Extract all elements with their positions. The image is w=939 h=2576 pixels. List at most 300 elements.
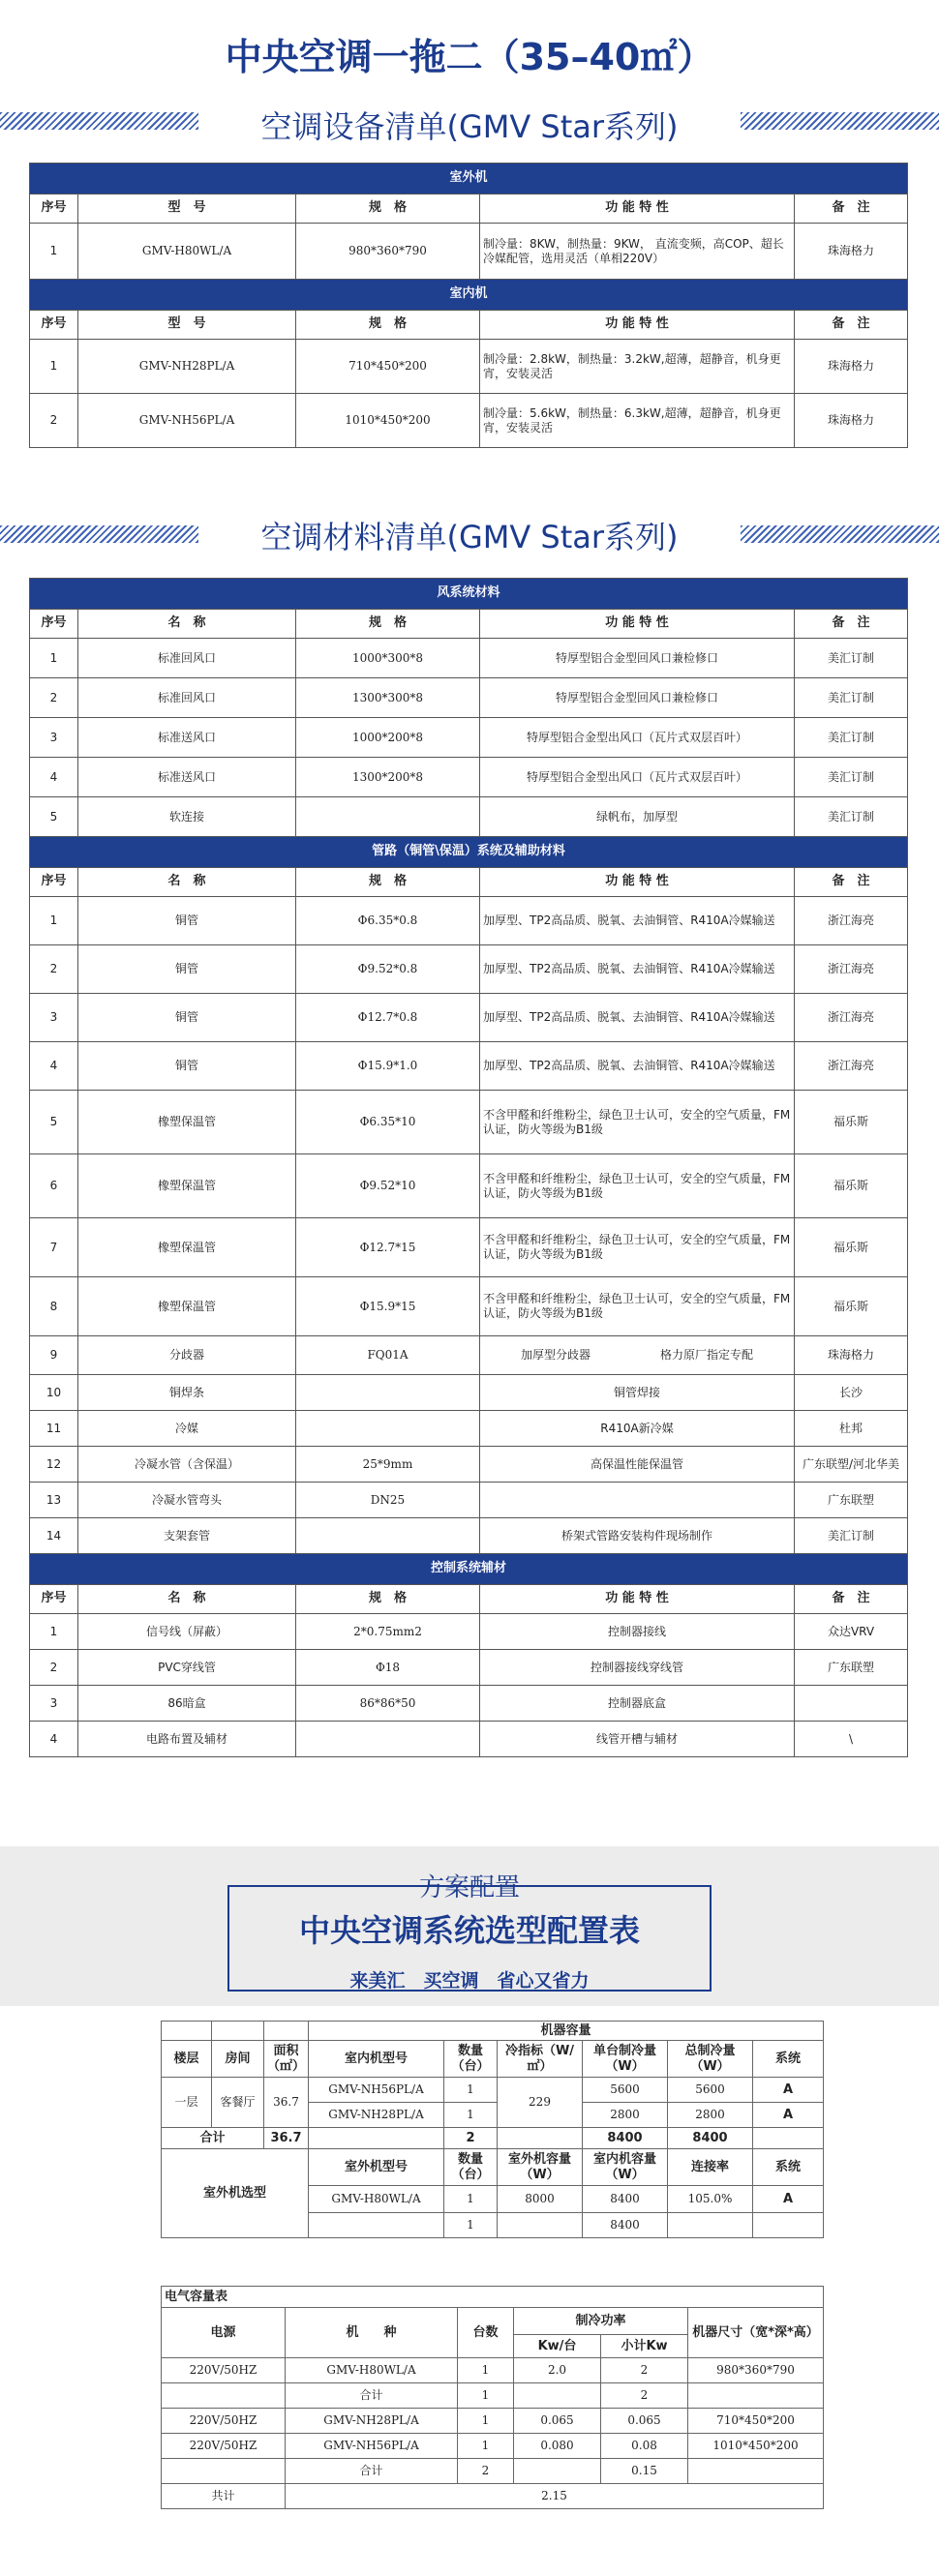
table-cell: 2800 [668, 2103, 753, 2128]
table-cell: 室内机型号 [309, 2041, 444, 2078]
equipment-header-row [30, 311, 908, 340]
table-row [162, 2434, 824, 2459]
table-cell [309, 2213, 444, 2238]
table-cell: 电路布置及辅材 [78, 1722, 296, 1757]
table-cell: 铜管 [78, 945, 296, 994]
table-cell: 不含甲醛和纤维粉尘，绿色卫士认可，安全的空气质量，FM认证，防火等级为B1级 [480, 1218, 795, 1277]
table-row [30, 1277, 908, 1336]
table-cell [514, 2459, 601, 2484]
table-cell: \ [795, 1722, 908, 1757]
table-row [30, 678, 908, 718]
table-cell: 0.15 [601, 2459, 688, 2484]
table-cell: Φ15.9*1.0 [296, 1042, 480, 1091]
table-row [162, 2409, 824, 2434]
table-row [30, 718, 908, 758]
equipment-table [29, 163, 908, 448]
table-row [162, 2078, 824, 2103]
table-cell: 1000*300*8 [296, 639, 480, 678]
table-cell: 1 [444, 2078, 498, 2103]
table-cell: 220V/50HZ [162, 2409, 286, 2434]
table-row [30, 1042, 908, 1091]
table-cell: 1 [30, 639, 78, 678]
banner-title: 中央空调系统选型配置表 [298, 1912, 640, 1949]
table-cell: 信号线（屏蔽） [78, 1614, 296, 1650]
table-cell: 福乐斯 [795, 1277, 908, 1336]
table-cell: 2 [444, 2128, 498, 2149]
table-cell: 0.080 [514, 2434, 601, 2459]
table-row [162, 2128, 824, 2149]
table-cell: 系统 [753, 2149, 824, 2186]
table-cell [498, 2128, 583, 2149]
table-cell: 2 [30, 1650, 78, 1686]
table-cell: 电源 [162, 2308, 286, 2358]
table-cell: 规 格 [296, 868, 480, 897]
table-cell: A [753, 2103, 824, 2128]
table-cell: 控制器接线穿线管 [480, 1650, 795, 1686]
table-row [30, 1336, 908, 1375]
table-cell: 制冷量：2.8kW，制热量：3.2kW,超薄，超静音，机身更宵，安装灵活 [480, 340, 795, 394]
table-cell: 浙江海亮 [795, 994, 908, 1042]
table-cell: GMV-NH56PL/A [78, 394, 296, 448]
piping-materials-bar: 管路（铜管\保温）系统及辅助材料 [30, 837, 908, 868]
table-cell: 名 称 [78, 868, 296, 897]
table-cell: 一层 [162, 2078, 212, 2128]
table-cell: 福乐斯 [795, 1218, 908, 1277]
table-cell: 支架套管 [78, 1518, 296, 1554]
table-cell: 杜邦 [795, 1411, 908, 1447]
table-cell: 铜管 [78, 1042, 296, 1091]
table-cell: 710*450*200 [296, 340, 480, 394]
duct-materials-bar: 风系统材料 [30, 579, 908, 610]
table-cell: 1010*450*200 [688, 2434, 824, 2459]
table-cell: 冷凝水管（含保温） [78, 1447, 296, 1483]
table-cell: 名 称 [78, 1585, 296, 1614]
table-cell [296, 797, 480, 837]
table-cell: 机器尺寸（宽*深*高） [688, 2308, 824, 2358]
table-cell: 5600 [583, 2078, 668, 2103]
indoor-unit-bar: 室内机 [30, 280, 908, 311]
table-cell: 1 [458, 2409, 514, 2434]
table-cell: 序号 [30, 1585, 78, 1614]
table-cell: 1 [458, 2434, 514, 2459]
table-cell: 2800 [583, 2103, 668, 2128]
table-cell: 小计Kw [601, 2335, 688, 2358]
table-cell: 桥架式管路安装构件现场制作 [480, 1518, 795, 1554]
table-cell: 共计 [162, 2484, 286, 2509]
table-cell: 2 [30, 678, 78, 718]
table-cell: 系统 [753, 2041, 824, 2078]
equipment-list-title: 空调设备清单(GMV Star系列) [260, 108, 679, 145]
table-cell: 6 [30, 1154, 78, 1218]
table-cell [264, 2022, 309, 2041]
table-cell: 1300*300*8 [296, 678, 480, 718]
table-cell: 特厚型铝合金型出风口（瓦片式双层百叶） [480, 758, 795, 797]
table-row [162, 2149, 824, 2186]
table-cell: 2.15 [286, 2484, 824, 2509]
table-cell: 福乐斯 [795, 1091, 908, 1154]
table-cell: 珠海格力 [795, 224, 908, 280]
table-cell: 珠海格力 [795, 394, 908, 448]
table-cell: GMV-H80WL/A [78, 224, 296, 280]
table-cell: 高保温性能保温管 [480, 1447, 795, 1483]
table-cell: 标准送风口 [78, 718, 296, 758]
page-title: 中央空调一拖二（35–40㎡） [225, 36, 714, 78]
table-cell: 福乐斯 [795, 1154, 908, 1218]
table-cell: 绿帆布，加厚型 [480, 797, 795, 837]
table-cell: 特厚型铝合金型出风口（瓦片式双层百叶） [480, 718, 795, 758]
table-cell: 控制器底盒 [480, 1686, 795, 1722]
table-cell: 标准回风口 [78, 639, 296, 678]
table-cell: 功 能 特 性 [480, 311, 795, 340]
table-cell: 橡塑保温管 [78, 1091, 296, 1154]
materials-list-title: 空调材料清单(GMV Star系列) [260, 519, 679, 555]
table-cell: 1 [458, 2383, 514, 2409]
banner-subtitle: 来美汇 买空调 省心又省力 [349, 1970, 590, 1992]
table-cell: 2.0 [514, 2358, 601, 2383]
table-cell: 铜管 [78, 897, 296, 945]
table-cell: PVC穿线管 [78, 1650, 296, 1686]
table-cell: 1 [444, 2103, 498, 2128]
table-cell: 珠海格力 [795, 1336, 908, 1375]
table-cell: 数量（台） [444, 2149, 498, 2186]
table-row [30, 1554, 908, 1585]
materials-header-row [30, 1585, 908, 1614]
table-cell: 备 注 [795, 610, 908, 639]
table-cell: 总制冷量（W） [668, 2041, 753, 2078]
table-cell: 序号 [30, 868, 78, 897]
table-cell: 3 [30, 1686, 78, 1722]
table-cell: 加厚型分歧器 格力原厂指定专配 [480, 1336, 795, 1375]
table-row [30, 1483, 908, 1518]
table-cell: 单台制冷量（W） [583, 2041, 668, 2078]
table-row [30, 1375, 908, 1411]
banner-label: 方案配置 [418, 1873, 520, 1902]
table-cell: GMV-NH28PL/A [286, 2409, 458, 2434]
table-cell: 不含甲醛和纤维粉尘，绿色卫士认可，安全的空气质量，FM认证，防火等级为B1级 [480, 1091, 795, 1154]
table-cell [162, 2459, 286, 2484]
table-row [162, 2459, 824, 2484]
table-cell [296, 1375, 480, 1411]
table-cell: 1 [30, 897, 78, 945]
table-cell: 220V/50HZ [162, 2434, 286, 2459]
table-cell: 1 [30, 1614, 78, 1650]
table-cell: Φ6.35*0.8 [296, 897, 480, 945]
table-cell: 众达VRV [795, 1614, 908, 1650]
table-cell: 铜管焊接 [480, 1375, 795, 1411]
table-cell: 36.7 [264, 2078, 309, 2128]
table-cell: 1 [30, 340, 78, 394]
table-cell: Φ12.7*0.8 [296, 994, 480, 1042]
table-cell: 面积（㎡） [264, 2041, 309, 2078]
table-cell [309, 2128, 444, 2149]
table-cell: 线管开槽与辅材 [480, 1722, 795, 1757]
table-cell: 美汇订制 [795, 1518, 908, 1554]
table-cell: 105.0% [668, 2186, 753, 2213]
table-row [30, 945, 908, 994]
table-cell: Φ6.35*10 [296, 1091, 480, 1154]
table-cell: 加厚型、TP2高品质、脱氧、去油铜管、R410A冷媒输送 [480, 994, 795, 1042]
table-cell: 0.065 [514, 2409, 601, 2434]
table-cell: 9 [30, 1336, 78, 1375]
table-row [30, 1722, 908, 1757]
materials-header-row [30, 610, 908, 639]
table-cell: 冷凝水管弯头 [78, 1483, 296, 1518]
table-cell: 220V/50HZ [162, 2358, 286, 2383]
table-cell: 3 [30, 718, 78, 758]
table-cell: 备 注 [795, 1585, 908, 1614]
table-cell: 86暗盒 [78, 1686, 296, 1722]
table-cell: 房间 [212, 2041, 264, 2078]
table-cell: A [753, 2186, 824, 2213]
table-cell: 制冷功率 [514, 2308, 688, 2335]
table-cell: 标准送风口 [78, 758, 296, 797]
table-cell [296, 1411, 480, 1447]
table-row [30, 224, 908, 280]
table-cell: 功 能 特 性 [480, 610, 795, 639]
outdoor-unit-bar: 室外机 [30, 164, 908, 195]
table-cell: 合计 [286, 2459, 458, 2484]
table-cell: 软连接 [78, 797, 296, 837]
table-row [30, 579, 908, 610]
table-cell: 2*0.75mm2 [296, 1614, 480, 1650]
table-cell: 广东联塑 [795, 1483, 908, 1518]
table-cell: 13 [30, 1483, 78, 1518]
table-row [30, 1154, 908, 1218]
table-row [30, 164, 908, 195]
table-cell: 1 [30, 224, 78, 280]
table-cell: 广东联塑 [795, 1650, 908, 1686]
table-cell: 机器容量 [309, 2022, 824, 2041]
table-cell: 特厚型铝合金型回风口兼检修口 [480, 678, 795, 718]
table-row [162, 2308, 824, 2335]
table-cell [162, 2022, 212, 2041]
table-cell: 2 [458, 2459, 514, 2484]
table-cell: 229 [498, 2078, 583, 2128]
table-cell: 功 能 特 性 [480, 1585, 795, 1614]
table-row [30, 758, 908, 797]
table-cell: 1 [444, 2186, 498, 2213]
table-cell: 控制器接线 [480, 1614, 795, 1650]
table-cell: 美汇订制 [795, 718, 908, 758]
table-cell: 名 称 [78, 610, 296, 639]
table-cell: 4 [30, 1042, 78, 1091]
table-cell: 1000*200*8 [296, 718, 480, 758]
table-cell: 分歧器 [78, 1336, 296, 1375]
table-cell: 14 [30, 1518, 78, 1554]
materials-table [29, 578, 908, 1757]
table-cell: 浙江海亮 [795, 897, 908, 945]
table-cell: 序号 [30, 610, 78, 639]
table-cell: 合计 [286, 2383, 458, 2409]
table-cell: 备 注 [795, 195, 908, 224]
table-row [30, 1447, 908, 1483]
table-cell: 规 格 [296, 311, 480, 340]
table-row [162, 2022, 824, 2041]
table-cell: 数量（台） [444, 2041, 498, 2078]
table-row [30, 280, 908, 311]
table-row [162, 2041, 824, 2078]
table-cell [688, 2459, 824, 2484]
table-cell: 2 [601, 2383, 688, 2409]
table-cell: 710*450*200 [688, 2409, 824, 2434]
table-cell: 连接率 [668, 2149, 753, 2186]
table-row [30, 897, 908, 945]
table-cell [480, 1483, 795, 1518]
table-cell: 珠海格力 [795, 340, 908, 394]
table-cell: 8400 [583, 2213, 668, 2238]
table-cell: 型 号 [78, 195, 296, 224]
table-cell [753, 2128, 824, 2149]
table-cell: 备 注 [795, 311, 908, 340]
table-cell: Kw/台 [514, 2335, 601, 2358]
table-cell: 1 [458, 2358, 514, 2383]
table-cell [296, 1518, 480, 1554]
table-cell: 5 [30, 797, 78, 837]
table-cell: 浙江海亮 [795, 1042, 908, 1091]
table-cell: 86*86*50 [296, 1686, 480, 1722]
table-cell: 980*360*790 [688, 2358, 824, 2383]
table-cell: 室内机容量（W） [583, 2149, 668, 2186]
table-cell: Φ12.7*15 [296, 1218, 480, 1277]
electrical-table [161, 2286, 824, 2509]
table-cell: 铜管 [78, 994, 296, 1042]
table-row [30, 1518, 908, 1554]
table-cell: 8400 [668, 2128, 753, 2149]
table-row [30, 639, 908, 678]
table-cell: 序号 [30, 311, 78, 340]
table-cell: 1300*200*8 [296, 758, 480, 797]
table-cell [514, 2383, 601, 2409]
table-cell [498, 2213, 583, 2238]
table-row [162, 2358, 824, 2383]
table-cell: 规 格 [296, 1585, 480, 1614]
table-cell: 8 [30, 1277, 78, 1336]
table-cell: 加厚型、TP2高品质、脱氧、去油铜管、R410A冷媒输送 [480, 897, 795, 945]
table-cell [212, 2022, 264, 2041]
table-cell: GMV-NH28PL/A [309, 2103, 444, 2128]
table-cell: 2 [30, 394, 78, 448]
table-cell: 浙江海亮 [795, 945, 908, 994]
table-cell: 序号 [30, 195, 78, 224]
table-row [30, 1650, 908, 1686]
table-row [162, 2383, 824, 2409]
table-cell: 规 格 [296, 610, 480, 639]
table-cell: GMV-NH56PL/A [286, 2434, 458, 2459]
table-cell: A [753, 2078, 824, 2103]
table-cell: 5 [30, 1091, 78, 1154]
table-cell: 12 [30, 1447, 78, 1483]
table-cell: 980*360*790 [296, 224, 480, 280]
table-cell: 5600 [668, 2078, 753, 2103]
table-cell: 室外机容量（W） [498, 2149, 583, 2186]
table-cell: 25*9mm [296, 1447, 480, 1483]
table-cell: 4 [30, 1722, 78, 1757]
table-cell: 美汇订制 [795, 678, 908, 718]
table-cell: 铜焊条 [78, 1375, 296, 1411]
table-cell: 1010*450*200 [296, 394, 480, 448]
table-cell: GMV-H80WL/A [286, 2358, 458, 2383]
table-cell: Φ18 [296, 1650, 480, 1686]
table-cell: GMV-NH56PL/A [309, 2078, 444, 2103]
table-row [30, 394, 908, 448]
table-cell: 广东联塑/河北华美 [795, 1447, 908, 1483]
table-cell: 8400 [583, 2128, 668, 2149]
table-cell: 客餐厅 [212, 2078, 264, 2128]
table-cell: 2 [30, 945, 78, 994]
table-cell: 不含甲醛和纤维粉尘，绿色卫士认可，安全的空气质量，FM认证，防火等级为B1级 [480, 1154, 795, 1218]
table-cell: 室外机选型 [162, 2149, 309, 2238]
table-row [30, 1091, 908, 1154]
table-row [30, 837, 908, 868]
table-cell: 制冷量：8KW，制热量：9KW， 直流变频，高COP、超长冷媒配管，选用灵活（单相220V） [480, 224, 795, 280]
table-cell: 加厚型、TP2高品质、脱氧、去油铜管、R410A冷媒输送 [480, 1042, 795, 1091]
table-cell: 8000 [498, 2186, 583, 2213]
table-cell: 台数 [458, 2308, 514, 2358]
table-cell: 冷媒 [78, 1411, 296, 1447]
table-row [30, 1218, 908, 1277]
table-cell: 功 能 特 性 [480, 195, 795, 224]
table-cell: 橡塑保温管 [78, 1154, 296, 1218]
table-cell: 8400 [583, 2186, 668, 2213]
table-row [162, 2287, 824, 2308]
table-cell: GMV-H80WL/A [309, 2186, 444, 2213]
table-cell [296, 1722, 480, 1757]
table-cell: 型 号 [78, 311, 296, 340]
table-cell [162, 2383, 286, 2409]
table-row [30, 340, 908, 394]
table-cell: Φ9.52*0.8 [296, 945, 480, 994]
table-cell [795, 1686, 908, 1722]
table-row [30, 797, 908, 837]
table-cell: 美汇订制 [795, 639, 908, 678]
table-cell: Φ15.9*15 [296, 1277, 480, 1336]
table-cell: 10 [30, 1375, 78, 1411]
table-cell: R410A新冷媒 [480, 1411, 795, 1447]
electrical-table-title: 电气容量表 [162, 2287, 824, 2308]
table-cell: 1 [444, 2213, 498, 2238]
table-cell [753, 2213, 824, 2238]
table-cell: DN25 [296, 1483, 480, 1518]
table-cell: 规 格 [296, 195, 480, 224]
table-row [162, 2484, 824, 2509]
control-materials-bar: 控制系统辅材 [30, 1554, 908, 1585]
table-cell: 不含甲醛和纤维粉尘，绿色卫士认可，安全的空气质量，FM认证，防火等级为B1级 [480, 1277, 795, 1336]
table-cell: 橡塑保温管 [78, 1218, 296, 1277]
equipment-header-row [30, 195, 908, 224]
table-row [30, 1411, 908, 1447]
table-cell [688, 2383, 824, 2409]
table-cell: 合计 [162, 2128, 264, 2149]
table-cell: 楼层 [162, 2041, 212, 2078]
table-cell [668, 2213, 753, 2238]
table-cell: 橡塑保温管 [78, 1277, 296, 1336]
table-cell: 4 [30, 758, 78, 797]
table-cell: 特厚型铝合金型回风口兼检修口 [480, 639, 795, 678]
table-cell: Φ9.52*10 [296, 1154, 480, 1218]
table-cell: 室外机型号 [309, 2149, 444, 2186]
table-row [30, 1614, 908, 1650]
table-cell: 0.065 [601, 2409, 688, 2434]
table-cell: 长沙 [795, 1375, 908, 1411]
table-row [30, 1686, 908, 1722]
table-cell: 0.08 [601, 2434, 688, 2459]
table-cell: 7 [30, 1218, 78, 1277]
table-row [30, 994, 908, 1042]
table-cell: 2 [601, 2358, 688, 2383]
table-cell: 美汇订制 [795, 758, 908, 797]
table-cell: 机 种 [286, 2308, 458, 2358]
table-cell: 36.7 [264, 2128, 309, 2149]
